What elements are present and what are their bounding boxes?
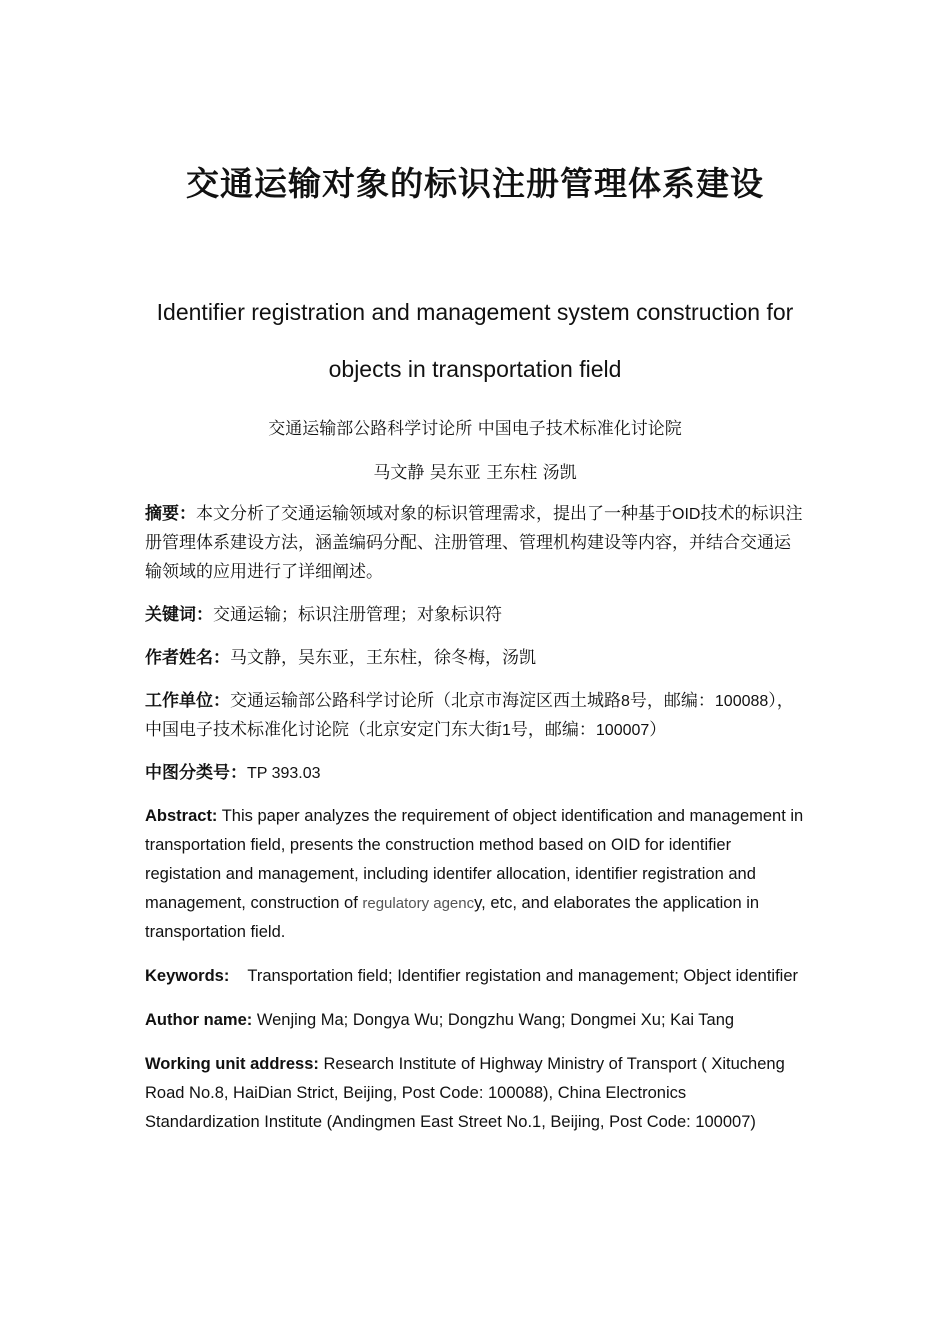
keywords-english <box>145 962 805 991</box>
clc-number-text: TP 393.03 <box>247 765 321 782</box>
abstract-english-text-b: y, etc, and elaborates the application in transportation field. <box>145 894 760 941</box>
work-unit-english-text: Research Institute of Highway Ministry of Transport ( Xitucheng Road No.8, HaiDian Strict, Beijing, Post Code: 100088), China Electronics Standardization Institute (Andingmen East Street No.1, Beijing, Post Code: 100007) <box>145 1055 785 1131</box>
affiliations-line: 交通运输部公路科学讨论所 中国电子技术标准化讨论院 <box>268 419 682 439</box>
abstract-chinese-text-a: 本文分析了交通运输领域对象的标识管理需求，提出了一种基于 <box>196 504 672 524</box>
abstract-chinese-text-b: 技术的标识注册管理体系建设方法，涵盖编码分配、注册管理、管理机构建设等内容，并结合交通运输领域的应用进行了详细阐述。 <box>145 504 803 582</box>
keywords-english-label: Keywords: <box>145 967 230 985</box>
work-unit-chinese-text-c: ），中国电子技术标准化讨论院（北京安定门东大街 <box>145 691 794 740</box>
abstract-chinese <box>145 500 805 587</box>
abstract-chinese-oid: OID <box>672 506 701 523</box>
author-name-english-text: Wenjing Ma; Dongya Wu; Dongzhu Wang; Dongmei Xu; Kai Tang <box>252 1011 735 1029</box>
title-english-line-1: Identifier registration and management system construction for <box>156 299 794 325</box>
keywords-chinese-label: 关键词： <box>145 605 213 625</box>
work-unit-chinese-text-d: 号，邮编： <box>510 720 596 740</box>
keywords-chinese <box>145 601 805 630</box>
keywords-english-text: Transportation field; Identifier registation and management; Object identifier <box>229 967 799 985</box>
abstract-english-gray-text: regulatory agenc <box>362 895 475 912</box>
author-name-english <box>145 1006 805 1035</box>
title-english-line-2: objects in transportation field <box>328 356 622 382</box>
work-unit-chinese-num2: 1 <box>502 722 511 739</box>
work-unit-chinese-label: 工作单位： <box>145 691 230 711</box>
keywords-chinese-text: 交通运输；标识注册管理；对象标识符 <box>213 605 502 625</box>
author-names-chinese <box>145 644 805 673</box>
work-unit-chinese-num1: 8 <box>621 693 630 710</box>
clc-number-label: 中图分类号： <box>145 763 247 783</box>
work-unit-english <box>145 1050 805 1137</box>
authors-line: 马文静 吴东亚 王东柱 汤凯 <box>373 463 577 483</box>
work-unit-chinese-code2: 100007 <box>595 722 650 739</box>
metadata-body <box>145 500 805 1152</box>
author-name-english-label: Author name: <box>145 1011 253 1029</box>
work-unit-chinese-text-b: 号，邮编： <box>629 691 715 711</box>
abstract-chinese-label: 摘要： <box>145 504 196 524</box>
work-unit-chinese-text-e: ） <box>649 720 667 740</box>
author-names-chinese-label: 作者姓名： <box>145 648 230 668</box>
author-names-chinese-text: 马文静，吴东亚，王东柱，徐冬梅，汤凯 <box>230 648 536 668</box>
work-unit-chinese-code1: 100088 <box>714 693 769 710</box>
work-unit-english-label: Working unit address: <box>145 1055 319 1073</box>
clc-number-chinese <box>145 759 805 788</box>
abstract-english-label: Abstract: <box>145 807 218 825</box>
title-english <box>110 284 840 398</box>
abstract-english <box>145 802 805 947</box>
work-unit-chinese <box>145 687 805 745</box>
abstract-english-text-a: This paper analyzes the requirement of object identification and management in transportation field, presents the construction method based on OID for identifier registation and management, including identifer allocation, identifier registration and management, construction of <box>145 807 804 912</box>
title-chinese: 交通运输对象的标识注册管理体系建设 <box>186 164 764 203</box>
work-unit-chinese-text-a: 交通运输部公路科学讨论所（北京市海淀区西土城路 <box>230 691 621 711</box>
